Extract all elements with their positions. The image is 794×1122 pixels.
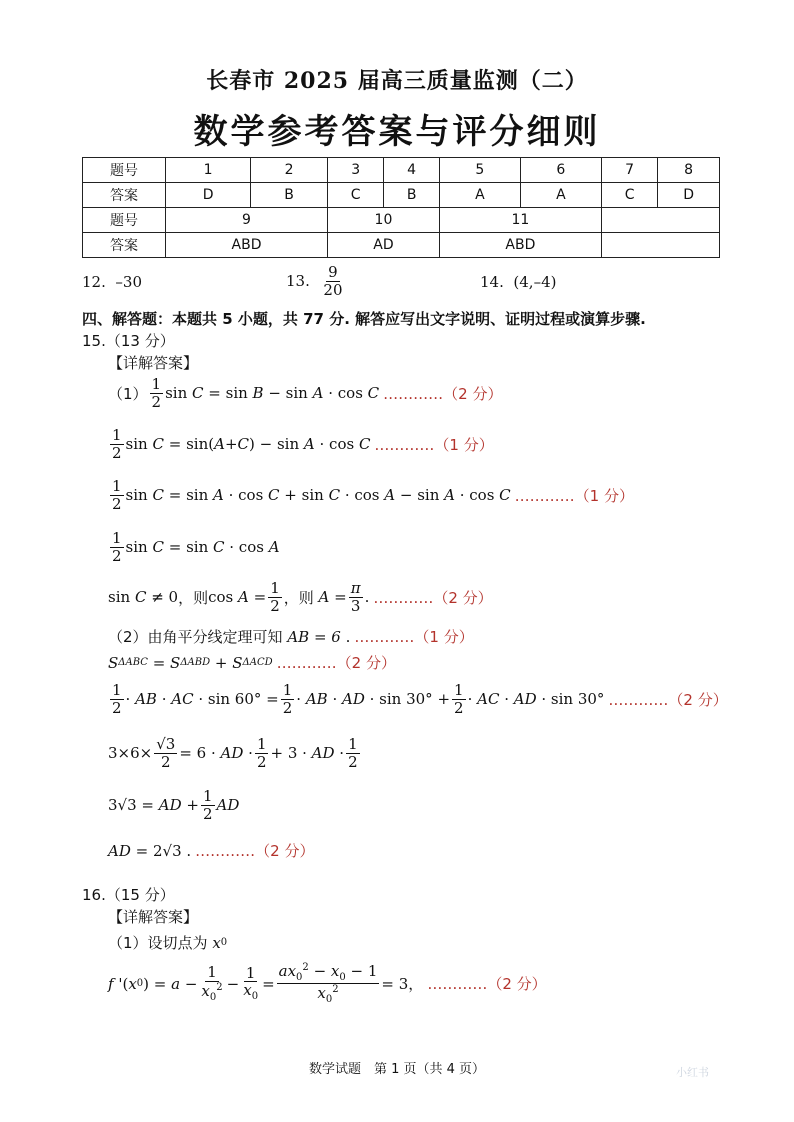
q16-derivative: f '( x 0 ) = a − $\frac{1}{x_0^2}$ − $\frac{1}{x_0}$ = $\frac{ax_0^2 - x_0 - 1}{x_0^2}$ = 3 ， …………（2 分） — [108, 962, 547, 1005]
q15-step-5: sin C ≠ 0 ，则 cos A = $\frac{1}{2}$ ，则 A = $\frac{\pi}{3}$ . …………（2 分） — [108, 579, 493, 615]
table-cell — [601, 233, 719, 258]
table-cell: 3 — [328, 158, 384, 183]
table-cell: C — [601, 183, 657, 208]
table-cell: 11 — [439, 208, 601, 233]
q16-step-1: （1）设切点为 x 0 — [108, 933, 228, 952]
table-cell: 题号 — [83, 158, 166, 183]
table-cell: 6 — [520, 158, 601, 183]
q15-result: AD = 2√3 . …………（2 分） — [108, 841, 315, 860]
q16-detail-label: 【详解答案】 — [108, 908, 199, 926]
q15-substitute: 3×6× $\frac{√3}{2}$ = 6 · AD · $\frac{1}{2}$ + 3 · AD · $\frac{1}{2}$ — [108, 735, 358, 771]
table-cell: D — [658, 183, 720, 208]
q14-answer: 14. (4,–4) — [480, 273, 557, 291]
table-cell: 10 — [328, 208, 440, 233]
q15-area-sum: S ΔABC = S ΔABD + S ΔACD …………（2 分） — [108, 653, 396, 672]
multiple-choice-answer-table — [82, 157, 720, 258]
q15-area-eq: $\frac{1}{2}$ · AB · AC · sin 60° = $\frac{1}{2}$ · AB · AD · sin 30° + $\frac{1}{2}$ · AC · AD · sin 30° …………（2 分） — [112, 681, 728, 717]
q12-answer: 12. –30 — [82, 273, 142, 291]
table-cell: 2 — [251, 158, 328, 183]
table-row — [83, 183, 720, 208]
q15-heading: 15.（13 分） — [82, 332, 175, 350]
q15-part2-intro: （2）由角平分线定理可知 AB = 6 . …………（1 分） — [108, 627, 474, 646]
table-cell: 7 — [601, 158, 657, 183]
table-row — [83, 208, 720, 233]
table-cell: 答案 — [83, 233, 166, 258]
exam-title: 长春市 2025 届高三质量监测（二） — [206, 68, 588, 94]
table-row — [83, 158, 720, 183]
table-cell — [601, 208, 719, 233]
q15-step-3: $\frac{1}{2}$ sin C = sin A · cos C + sin C · cos A − sin A · cos C …………（1 分） — [112, 477, 634, 513]
q15-step-1: （1） $\frac{1}{2}$ sin C = sin B − sin A · cos C …………（2 分） — [108, 375, 503, 411]
section-heading: 四、解答题：本题共 5 小题，共 77 分. 解答应写出文字说明、证明过程或演算步骤. — [82, 310, 646, 328]
table-cell: B — [251, 183, 328, 208]
table-cell: A — [439, 183, 520, 208]
q15-simplify: 3√3 = AD + $\frac{1}{2}$ AD — [108, 787, 240, 823]
q15-step-2: $\frac{1}{2}$ sin C = sin( A + C ) − sin A · cos C …………（1 分） — [112, 426, 494, 462]
document-title: 数学参考答案与评分细则 — [193, 112, 601, 152]
table-cell: 8 — [658, 158, 720, 183]
table-cell: D — [166, 183, 251, 208]
table-cell: C — [328, 183, 384, 208]
table-cell: ABD — [439, 233, 601, 258]
q16-heading: 16.（15 分） — [82, 886, 175, 904]
q15-step-4: $\frac{1}{2}$ sin C = sin C · cos A — [112, 529, 280, 565]
table-cell: A — [520, 183, 601, 208]
table-cell: 1 — [166, 158, 251, 183]
table-cell: 4 — [384, 158, 440, 183]
table-cell: 5 — [439, 158, 520, 183]
table-cell: ABD — [166, 233, 328, 258]
table-cell: AD — [328, 233, 440, 258]
q13-answer: 13. $\frac{9}{20}$ — [286, 263, 343, 299]
table-cell: 9 — [166, 208, 328, 233]
table-row — [83, 233, 720, 258]
page-footer: 数学试题 第 1 页（共 4 页） — [308, 1062, 486, 1077]
table-cell: B — [384, 183, 440, 208]
table-cell: 题号 — [83, 208, 166, 233]
watermark-logo: 小红书 — [676, 1066, 709, 1079]
q15-detail-label: 【详解答案】 — [108, 354, 199, 372]
table-cell: 答案 — [83, 183, 166, 208]
